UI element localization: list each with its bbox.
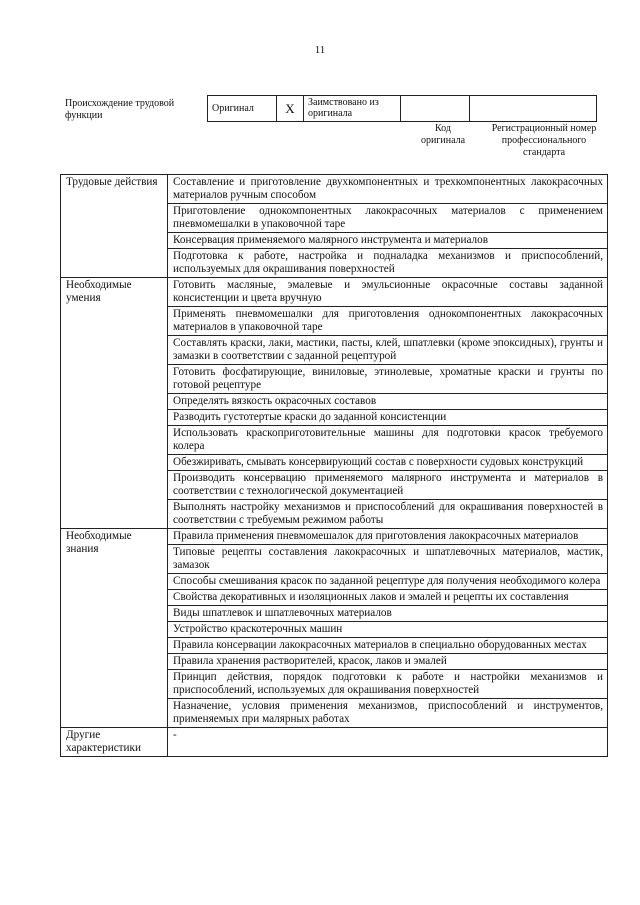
- section-item: Правила хранения растворителей, красок, лаков и эмалей: [168, 654, 608, 670]
- table-row: [61, 278, 608, 307]
- section-item: Принцип действия, порядок подготовки к работе и настройки механизмов и приспособлений, используемых для окрашивания поверхностей: [168, 670, 608, 699]
- borrowed-label: Заимствовано из оригинала: [304, 96, 401, 122]
- function-table-body: [61, 175, 608, 757]
- table-row: [61, 175, 608, 204]
- section-item: Составлять краски, лаки, мастики, пасты, клей, шпатлевки (кроме эпоксидных), грунты и замазки в соответствии с заданной рецептурой: [168, 336, 608, 365]
- section-item: Назначение, условия применения механизмов, приспособлений и инструментов, применяемых при малярных работах: [168, 699, 608, 728]
- section-item: Использовать краскоприготовительные машины для подготовки красок требуемого колера: [168, 426, 608, 455]
- code-caption: Код оригинала: [420, 123, 466, 146]
- section-title: Необходимые знания: [61, 529, 168, 728]
- section-item: Применять пневмомешалки для приготовления однокомпонентных лакокрасочных материалов в упаковочной таре: [168, 307, 608, 336]
- table-row: [61, 529, 608, 545]
- section-item: Обезжиривать, смывать консервирующий состав с поверхности судовых конструкций: [168, 455, 608, 471]
- table-row: [61, 728, 608, 757]
- original-mark: X: [277, 96, 304, 122]
- section-item: Разводить густотертые краски до заданной консистенции: [168, 410, 608, 426]
- page-number: 11: [314, 44, 326, 56]
- function-table: [60, 174, 608, 757]
- reg-number-caption: Регистрационный номер профессионального стандарта: [491, 123, 597, 158]
- section-item: -: [168, 728, 608, 757]
- origin-label: Происхождение трудовой функции: [65, 98, 175, 121]
- section-item: Подготовка к работе, настройка и подналадка механизмов и приспособлений, используемых для окрашивания поверхностей: [168, 249, 608, 278]
- section-item: Производить консервацию применяемого малярного инструмента и материалов в соответствии с технологической документацией: [168, 471, 608, 500]
- section-title: Другие характеристики: [61, 728, 168, 757]
- origin-table: [207, 95, 597, 122]
- original-label: Оригинал: [208, 96, 277, 122]
- section-item: Готовить масляные, эмалевые и эмульсионные окрасочные составы заданной консистенции и цвета вручную: [168, 278, 608, 307]
- section-item: Определять вязкость окрасочных составов: [168, 394, 608, 410]
- section-item: Консервация применяемого малярного инструмента и материалов: [168, 233, 608, 249]
- code-cell: [401, 96, 470, 122]
- section-item: Составление и приготовление двухкомпонентных и трехкомпонентных лакокрасочных материалов ручным способом: [168, 175, 608, 204]
- section-item: Типовые рецепты составления лакокрасочных и шпатлевочных материалов, мастик, замазок: [168, 545, 608, 574]
- section-title: Необходимые умения: [61, 278, 168, 529]
- section-item: Способы смешивания красок по заданной рецептуре для получения необходимого колера: [168, 574, 608, 590]
- section-item: Свойства декоративных и изоляционных лаков и эмалей и рецепты их составления: [168, 590, 608, 606]
- section-item: Выполнять настройку механизмов и приспособлений для окрашивания поверхностей в соответствии с требуемым режимом работы: [168, 500, 608, 529]
- reg-number-cell: [470, 96, 597, 122]
- section-item: Правила консервации лакокрасочных материалов в специально оборудованных местах: [168, 638, 608, 654]
- section-item: Устройство краскотерочных машин: [168, 622, 608, 638]
- section-item: Виды шпатлевок и шпатлевочных материалов: [168, 606, 608, 622]
- section-title: Трудовые действия: [61, 175, 168, 278]
- section-item: Приготовление однокомпонентных лакокрасочных материалов с применением пневмомешалки в упаковочной таре: [168, 204, 608, 233]
- section-item: Готовить фосфатирующие, виниловые, этинолевые, хроматные краски и грунты по готовой рецептуре: [168, 365, 608, 394]
- section-item: Правила применения пневмомешалок для приготовления лакокрасочных материалов: [168, 529, 608, 545]
